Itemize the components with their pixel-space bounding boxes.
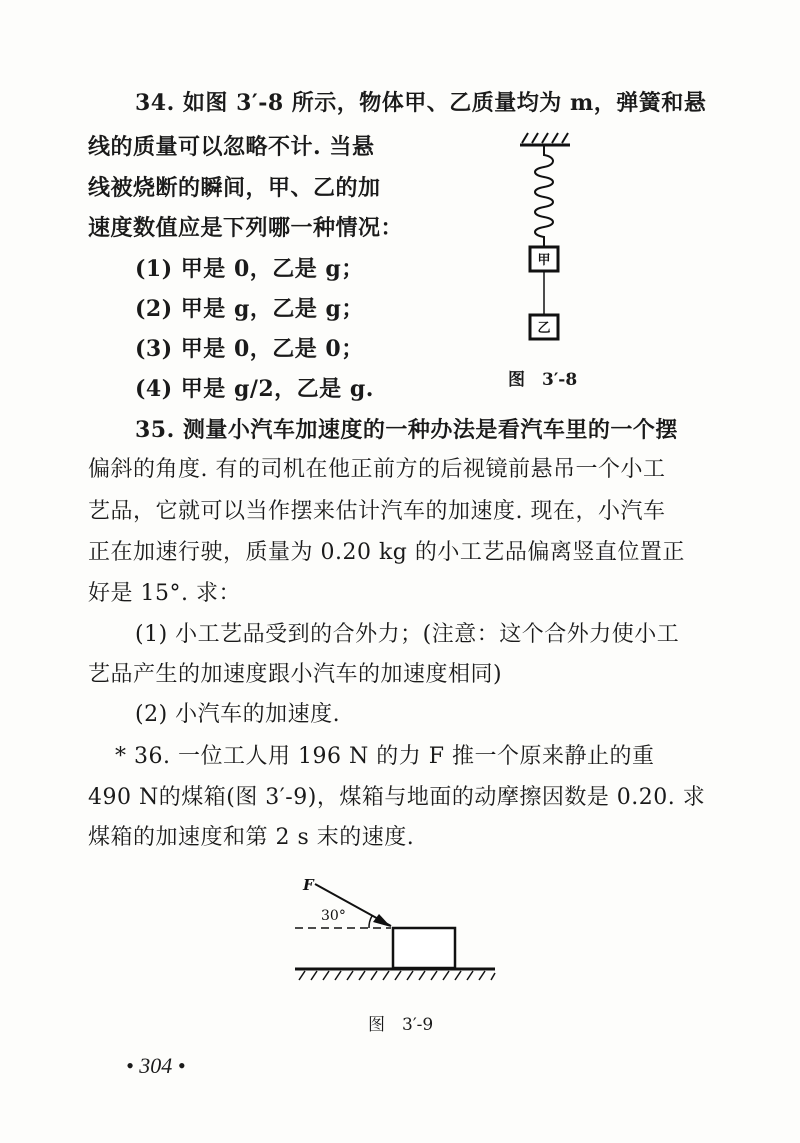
problem35-line1: 35. 测量小汽车加速度的一种办法是看汽车里的一个摆 — [135, 417, 678, 443]
figure-3-8-caption: 图 3′-8 — [508, 370, 578, 390]
problem36-line1: * 36. 一位工人用 196 N 的力 F 推一个原来静止的重 — [115, 744, 655, 769]
problem36-line2: 490 N的煤箱(图 3′-9)，煤箱与地面的动摩擦因数是 0.20. 求 — [88, 785, 706, 810]
problem36-line3: 煤箱的加速度和第 2 s 末的速度. — [88, 825, 415, 850]
problem35-sub1: (1) 小工艺品受到的合外力；(注意：这个合外力使小工 — [135, 622, 680, 647]
force-label: F — [303, 876, 314, 894]
problem34-option3: (3) 甲是 0，乙是 0； — [135, 336, 364, 362]
problem35-line3: 艺品，它就可以当作摆来估计汽车的加速度. 现在，小汽车 — [88, 499, 666, 524]
problem35-sub1-cont: 艺品产生的加速度跟小汽车的加速度相同) — [88, 662, 503, 687]
problem34-line2: 线的质量可以忽略不计. 当悬 — [88, 134, 375, 160]
figure-box-diagram — [295, 870, 515, 990]
problem34-option1: (1) 甲是 0，乙是 g； — [135, 256, 364, 282]
problem35-line2: 偏斜的角度. 有的司机在他正前方的后视镜前悬吊一个小工 — [88, 457, 666, 482]
problem35-line4: 正在加速行驶，质量为 0.20 kg 的小工艺品偏离竖直位置正 — [88, 540, 685, 565]
angle-label: 30° — [321, 908, 346, 924]
problem34-option2: (2) 甲是 g，乙是 g； — [135, 296, 364, 322]
block-jia-label: 甲 — [537, 253, 551, 268]
problem34-option4: (4) 甲是 g/2，乙是 g. — [135, 376, 374, 402]
block-yi-label: 乙 — [537, 321, 551, 336]
page-number: • 304 • — [126, 1053, 186, 1078]
problem35-line5: 好是 15°. 求： — [88, 581, 241, 606]
figure-spring-diagram — [500, 125, 610, 355]
problem34-line1: 34. 如图 3′-8 所示，物体甲、乙质量均为 m，弹簧和悬 — [135, 90, 707, 116]
problem34-line4: 速度数值应是下列哪一种情况： — [88, 215, 404, 241]
figure-3-9-caption: 图 3′-9 — [368, 1015, 434, 1035]
problem34-line3: 线被烧断的瞬间，甲、乙的加 — [88, 175, 381, 201]
problem35-sub2: (2) 小汽车的加速度. — [135, 702, 341, 727]
